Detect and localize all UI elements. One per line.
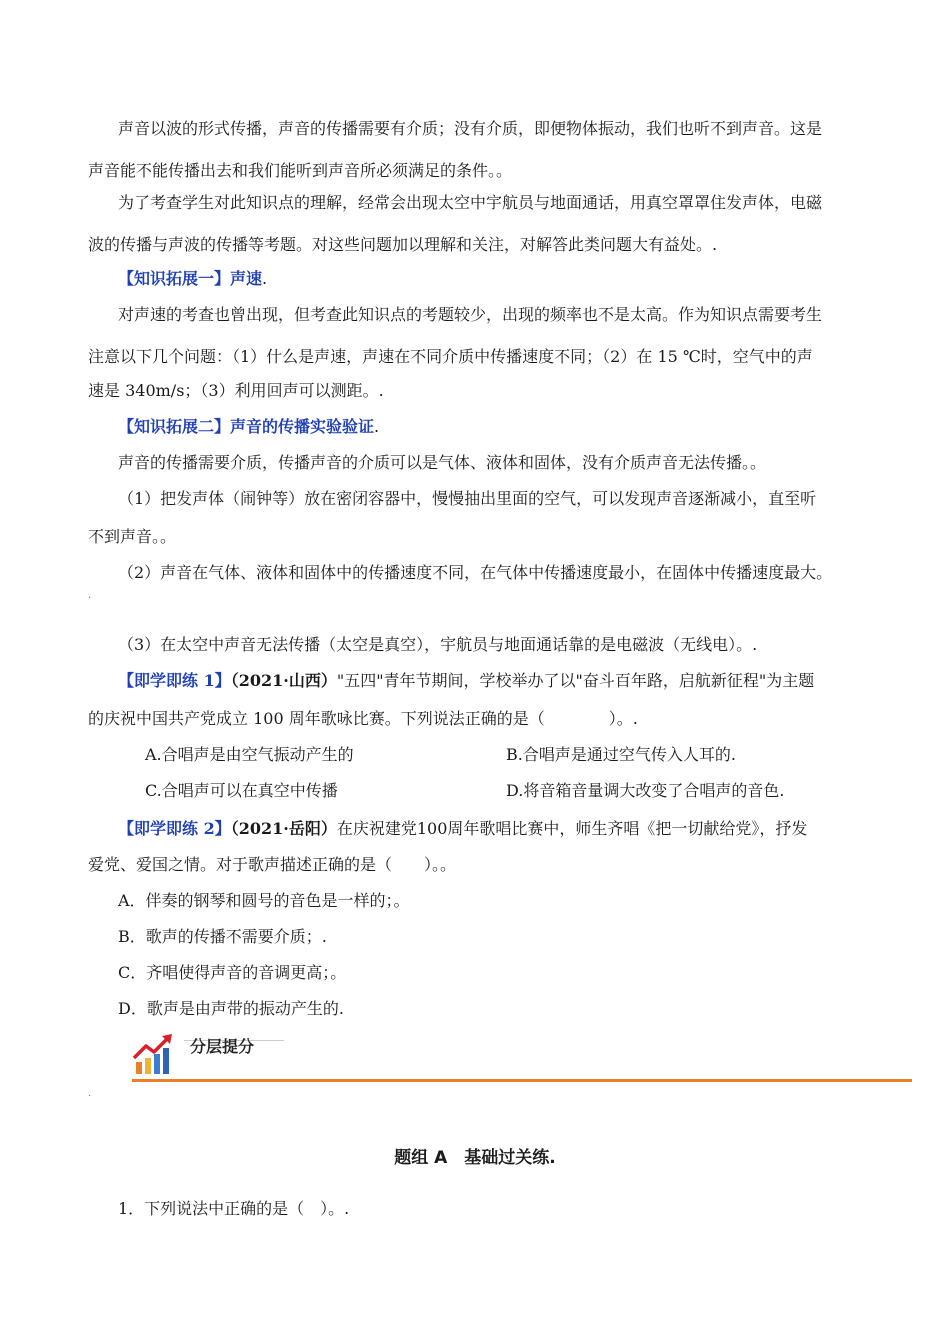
extension-tag: 【知识拓展一】声速	[118, 269, 263, 288]
banner-underline	[132, 1079, 912, 1082]
option-b: B．歌声的传播不需要介质；.	[118, 927, 327, 946]
extension-tag: 【知识拓展二】声音的传播实验验证	[118, 417, 375, 436]
practice-source: （2021·山西）	[230, 671, 337, 690]
paragraph-line: 速是 340m/s；（3）利用回声可以测距。.	[88, 381, 384, 400]
paragraph-line: （2）声音在气体、液体和固体中的传播速度不同，在气体中传播速度最小，在固体中传播速度最大。	[118, 563, 833, 582]
option-d: D．歌声是由声带的振动产生的.	[118, 999, 344, 1018]
chart-growth-icon	[132, 1034, 180, 1076]
paragraph-line: 声音能不能传播出去和我们能听到声音所必须满足的条件。。	[88, 161, 513, 180]
paragraph-line: 注意以下几个问题：（1）什么是声速，声速在不同介质中传播速度不同；（2）在 15 ℃时，空气中的声	[88, 347, 813, 366]
paragraph-line: （3）在太空中声音无法传播（太空是真空），宇航员与地面通话靠的是电磁波（无线电）。.	[118, 635, 758, 654]
knowledge-extension-1: 【知识拓展一】声速.	[118, 269, 268, 288]
practice-2-line-2: 爱党、爱国之情。对于歌声描述正确的是（ ）。。	[88, 855, 457, 874]
paragraph-mark: .	[88, 590, 92, 601]
option-c: C.合唱声可以在真空中传播	[145, 781, 338, 800]
practice-2-line-1: 【即学即练 2】（2021·岳阳）在庆祝建党100周年歌唱比赛中，师生齐唱《把一切献给党》，抒发	[118, 819, 808, 838]
practice-1-line-2: 的庆祝中国共产党成立 100 周年歌咏比赛。下列说法正确的是（ ）。.	[88, 709, 638, 728]
banner-title: 分层提分	[190, 1037, 255, 1056]
paragraph-line: 声音以波的形式传播，声音的传播需要有介质；没有介质，即便物体振动，我们也听不到声音。这是	[118, 119, 823, 138]
paragraph-line: 对声速的考查也曾出现，但考查此知识点的考题较少，出现的频率也不是太高。作为知识点需要考生	[118, 305, 823, 324]
question-1: 1．下列说法中正确的是（ ）。.	[118, 1199, 350, 1218]
practice-tag: 【即学即练 2】	[118, 819, 231, 838]
paragraph-line: 声音的传播需要介质，传播声音的介质可以是气体、液体和固体，没有介质声音无法传播。。	[118, 453, 767, 472]
paragraph-line: 为了考查学生对此知识点的理解，经常会出现太空中宇航员与地面通话，用真空罩罩住发声体，电磁	[118, 193, 823, 212]
practice-tag: 【即学即练 1】	[118, 671, 231, 690]
knowledge-extension-2: 【知识拓展二】声音的传播实验验证.	[118, 417, 380, 436]
paragraph-line: 不到声音。。	[88, 527, 177, 546]
section-title: 题组 A 基础过关练.	[394, 1148, 556, 1168]
option-a: A.合唱声是由空气振动产生的	[145, 745, 354, 764]
option-b: B.合唱声是通过空气传入人耳的.	[506, 745, 736, 764]
section-banner	[132, 1032, 912, 1082]
paragraph-mark: .	[88, 1088, 92, 1099]
practice-1-line-1: 【即学即练 1】（2021·山西）"五四"青年节期间，学校举办了以"奋斗百年路，启航新征程"为主题	[118, 671, 815, 690]
option-d: D.将音箱音量调大改变了合唱声的音色.	[506, 781, 785, 800]
option-c: C．齐唱使得声音的音调更高；。	[118, 963, 347, 982]
option-a: A．伴奏的钢琴和圆号的音色是一样的；。	[118, 891, 410, 910]
practice-source: （2021·岳阳）	[230, 819, 337, 838]
paragraph-line: 波的传播与声波的传播等考题。对这些问题加以理解和关注，对解答此类问题大有益处。.	[88, 235, 718, 254]
paragraph-line: （1）把发声体（闹钟等）放在密闭容器中，慢慢抽出里面的空气，可以发现声音逐渐减小，直至听	[118, 489, 817, 508]
